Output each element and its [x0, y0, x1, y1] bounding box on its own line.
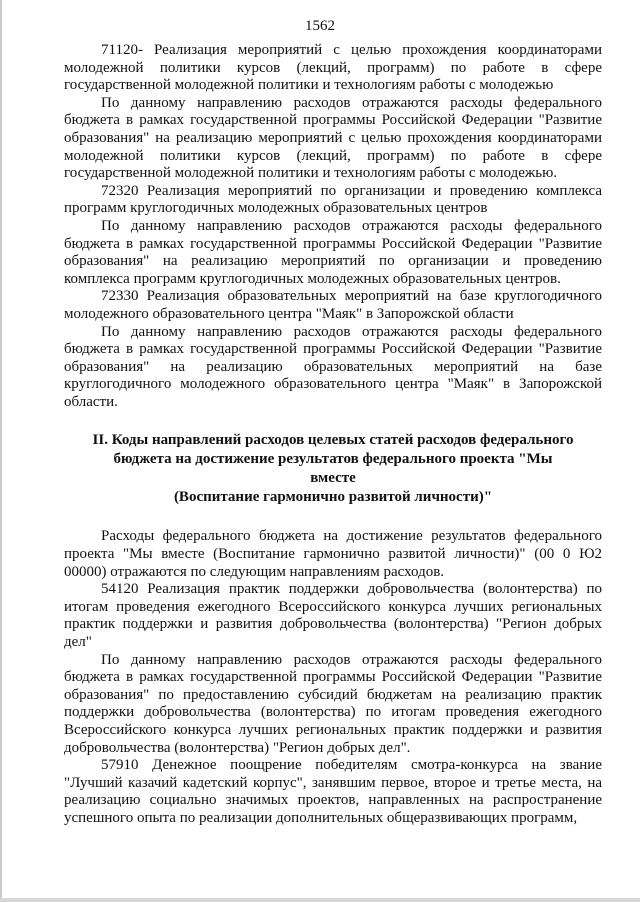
page-number: 1562: [305, 18, 335, 34]
paragraph-72320-title: 72320 Реализация мероприятий по организации и проведению комплекса программ круглогодичных молодежных образовательных центров: [64, 182, 602, 217]
section-heading-line-2: бюджета на достижение результатов федерального проекта "Мы вместе: [113, 451, 553, 487]
paragraph-71120-description: По данному направлению расходов отражаются расходы федерального бюджета в рамках государственной программы Российской Федерации "Развитие образования" на реализацию мероприятий с целью прохождения координаторами молодежной политики курсов (лекций, программ) по работе в сфере государственной молодежной политики и технологиям работы с молодежью.: [64, 94, 602, 182]
document-body: [64, 42, 602, 828]
scan-edge-left: [0, 0, 2, 902]
section-heading-line-1: II. Коды направлений расходов целевых статей расходов федерального: [92, 432, 574, 449]
paragraph-section-intro: Расходы федерального бюджета на достижение результатов федерального проекта "Мы вместе (Воспитание гармонично развитой личности)" (00 0 Ю2 00000) отражаются по следующим направлениям расходов.: [64, 528, 602, 580]
paragraph-72320-description: По данному направлению расходов отражаются расходы федерального бюджета в рамках государственной программы Российской Федерации "Развитие образования" на реализацию мероприятий по организации и проведению комплекса программ круглогодичных молодежных образовательных центров.: [64, 217, 602, 287]
paragraph-71120-title: 71120- Реализация мероприятий с целью прохождения координаторами молодежной политики курсов (лекций, программ) по работе в сфере государственной молодежной политики и технологиям работы с молодежью: [64, 42, 602, 94]
paragraph-54120-description: По данному направлению расходов отражаются расходы федерального бюджета в рамках государственной программы Российской Федерации "Развитие образования" по предоставлению субсидий бюджетам на реализацию практик поддержки добровольчества (волонтерства) по итогам проведения ежегодного Всероссийского конкурса лучших региональных практик поддержки и развития добровольчества (волонтерства) "Регион добрых дел".: [64, 651, 602, 756]
paragraph-54120-title: 54120 Реализация практик поддержки добровольчества (волонтерства) по итогам проведения ежегодного Всероссийского конкурса лучших региональных практик поддержки и развития добровольчества (волонтерства) "Регион добрых дел": [64, 581, 602, 651]
section-heading-line-3: (Воспитание гармонично развитой личности)": [173, 489, 493, 506]
paragraph-72330-description: По данному направлению расходов отражаются расходы федерального бюджета в рамках государственной программы Российской Федерации "Развитие образования" на реализацию образовательных мероприятий на базе круглогодичного молодежного образовательного центра "Маяк" в Запорожской области.: [64, 323, 602, 410]
section-heading: [64, 431, 602, 507]
paragraph-72330-title: 72330 Реализация образовательных мероприятий на базе круглогодичного молодежного образовательного центра "Маяк" в Запорожской области: [64, 288, 602, 322]
scan-edge-bottom: [0, 898, 640, 902]
paragraph-57910-title: 57910 Денежное поощрение победителям смотра-конкурса на звание "Лучший казачий кадетский корпус", занявшим первое, второе и третье места, на реализацию социально значимых проектов, направленных на распространение успешного опыта по реализации дополнительных общеразвивающих программ,: [64, 757, 602, 826]
